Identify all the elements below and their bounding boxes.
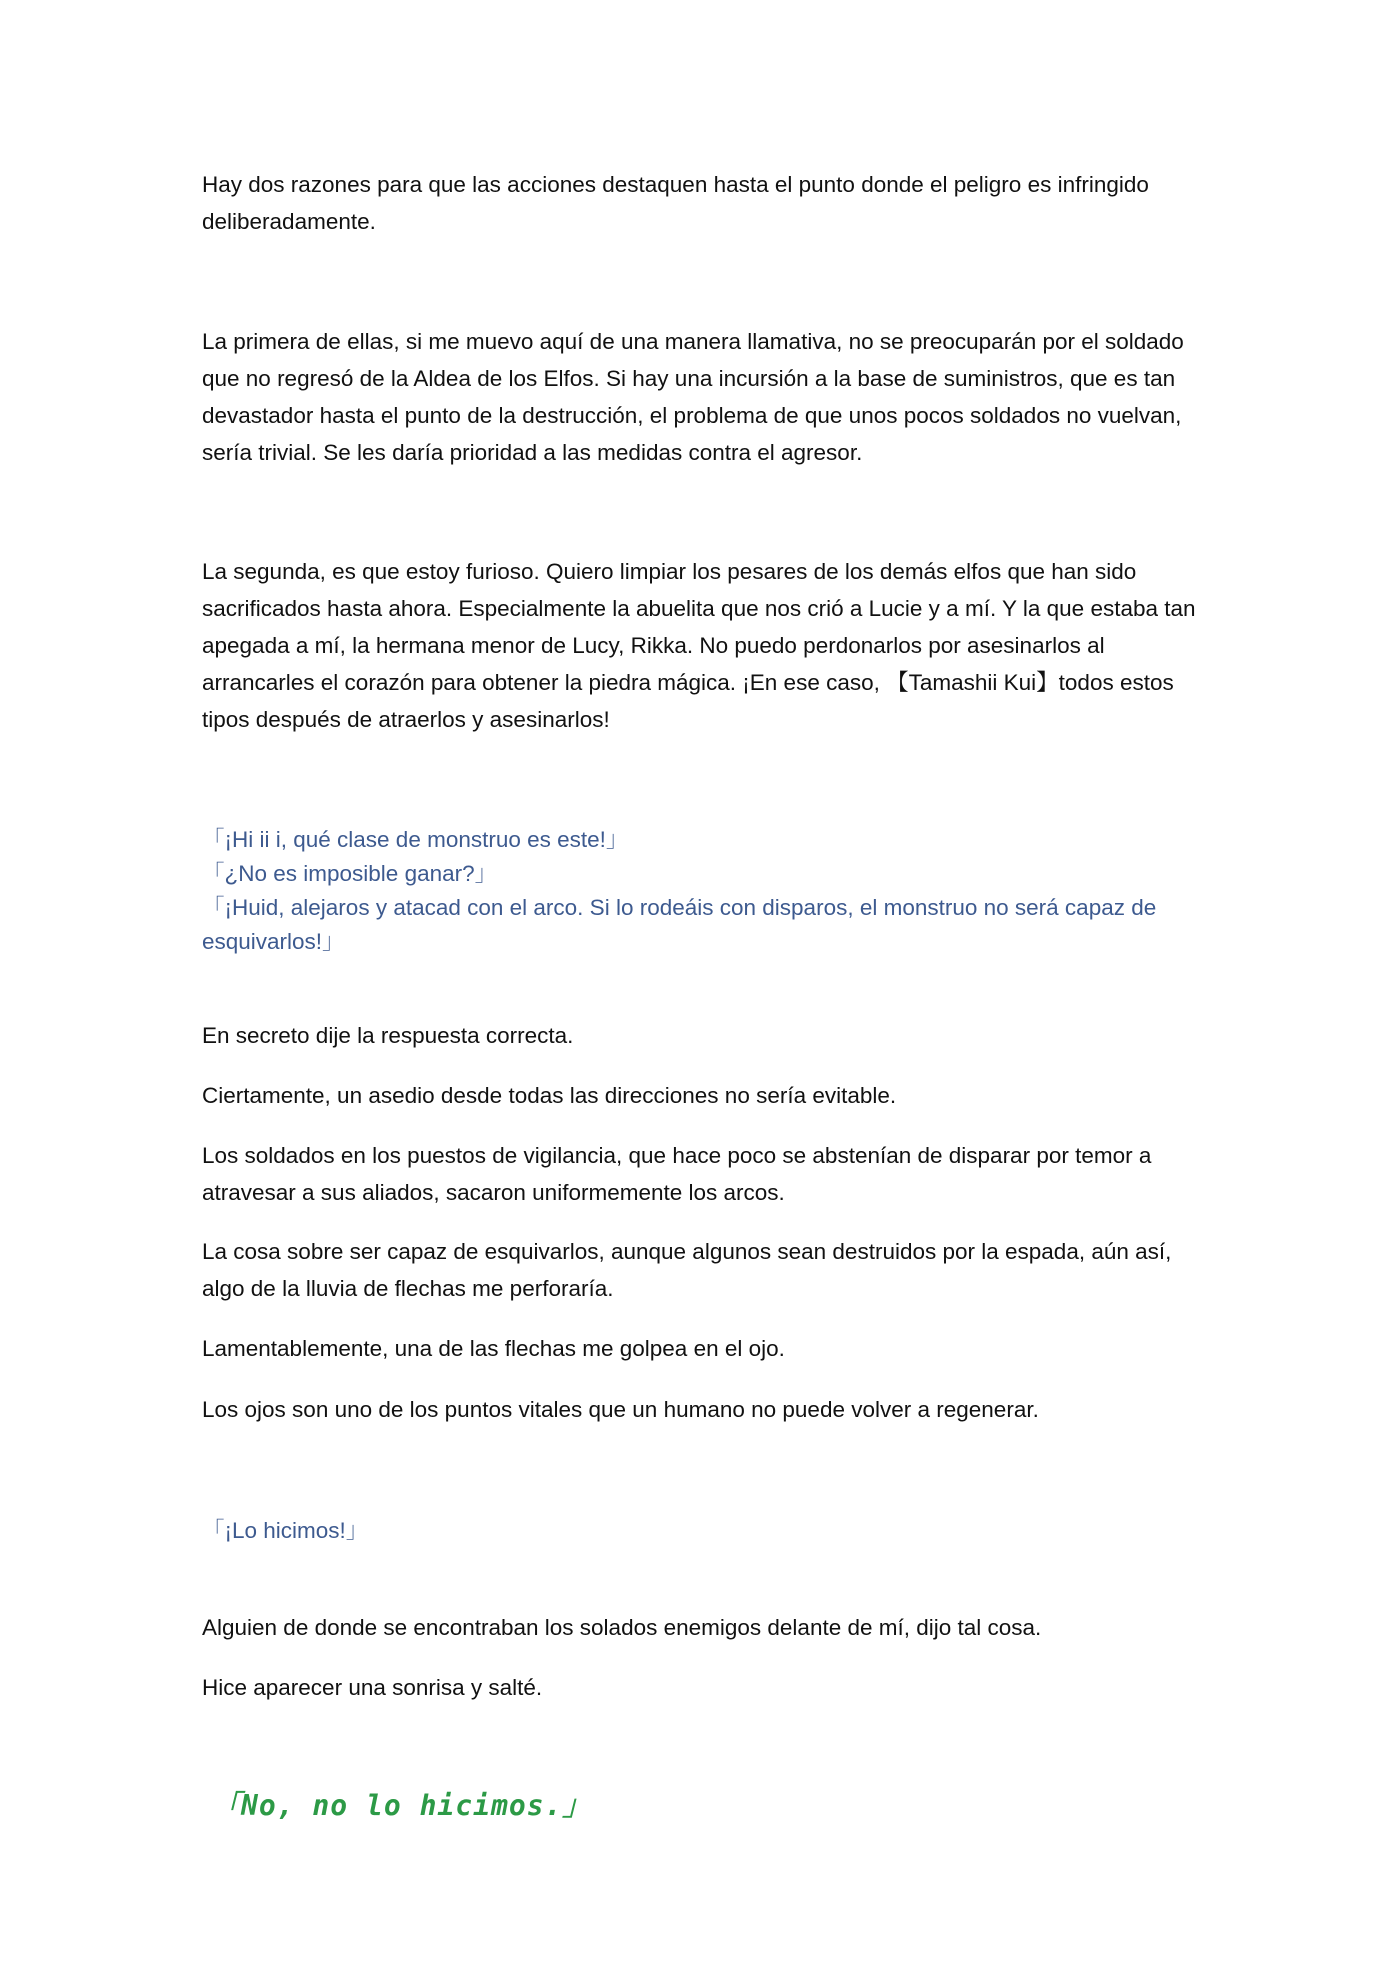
dialogue-line-4: 「¡Lo hicimos!」	[202, 1518, 369, 1543]
paragraph-11: Hice aparecer una sonrisa y salté.	[202, 1675, 543, 1700]
dialogue-block	[202, 823, 1212, 959]
dialogue-line-3: 「¡Huid, alejaros y atacad con el arco. Si lo rodeáis con disparos, el monstruo no será capaz de esquivarlos!」	[202, 895, 1157, 954]
paragraph-9: Los ojos son uno de los puntos vitales que un humano no puede volver a regenerar.	[202, 1397, 1039, 1422]
dialogue-line-2: 「¿No es imposible ganar?」	[202, 861, 498, 886]
paragraph-10: Alguien de donde se encontraban los solados enemigos delante de mí, dijo tal cosa.	[202, 1615, 1042, 1640]
dialogue-line-1: 「¡Hi ii i, qué clase de monstruo es este!」	[202, 827, 629, 852]
paragraph-2: La primera de ellas, si me muevo aquí de una manera llamativa, no se preocuparán por el soldado que no regresó de la Aldea de los Elfos. Si hay una incursión a la base de suministros, que es tan devastador hasta el punto de la destrucción, el problema de que unos pocos soldados no vuelvan, sería trivial. Se les daría prioridad a las medidas contra el agresor.	[202, 329, 1184, 465]
paragraph-4: En secreto dije la respuesta correcta.	[202, 1023, 574, 1048]
paragraph-8: Lamentablemente, una de las flechas me golpea en el ojo.	[202, 1336, 785, 1361]
paragraph-1: Hay dos razones para que las acciones destaquen hasta el punto donde el peligro es infringido deliberadamente.	[202, 172, 1149, 234]
paragraph-5: Ciertamente, un asedio desde todas las direcciones no sería evitable.	[202, 1083, 897, 1108]
paragraph-6: Los soldados en los puestos de vigilancia, que hace poco se abstenían de disparar por temor a atravesar a sus aliados, sacaron uniformemente los arcos.	[202, 1143, 1152, 1205]
paragraph-7: La cosa sobre ser capaz de esquivarlos, aunque algunos sean destruidos por la espada, aún así, algo de la lluvia de flechas me perforaría.	[202, 1239, 1172, 1301]
shout-line: 「No, no lo hicimos.」	[212, 1789, 592, 1822]
paragraph-3: La segunda, es que estoy furioso. Quiero limpiar los pesares de los demás elfos que han sido sacrificados hasta ahora. Especialmente la abuelita que nos crió a Lucie y a mí. Y la que estaba tan apegada a mí, la hermana menor de Lucy, Rikka. No puedo perdonarlos por asesinarlos al arrancarles el corazón para obtener la piedra mágica. ¡En ese caso, 【Tamashii Kui】todos estos tipos después de atraerlos y asesinarlos!	[202, 559, 1196, 732]
